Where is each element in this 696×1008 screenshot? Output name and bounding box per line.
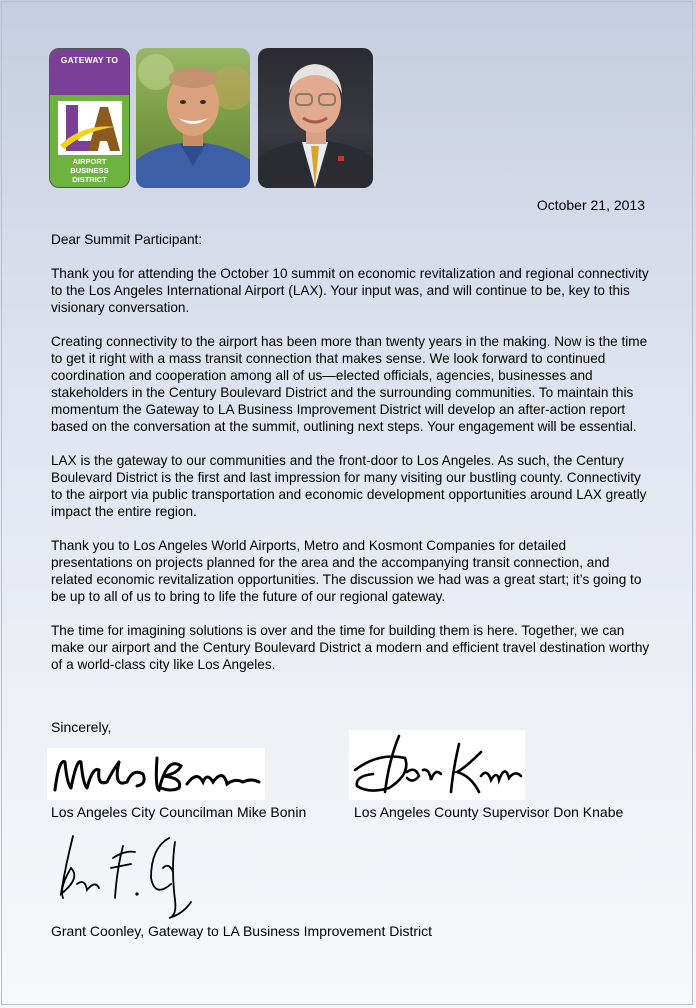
portrait-photo-mike-bonin: [136, 48, 250, 188]
portrait-image: [136, 48, 250, 188]
portrait-image: [258, 48, 373, 188]
handwritten-signature: [47, 748, 265, 800]
signature-don-knabe: [349, 730, 525, 800]
signatory-name: Grant Coonley, Gateway to LA Business Improvement District: [51, 923, 433, 939]
salutation: Dear Summit Participant:: [51, 232, 203, 247]
logo-top-text: GATEWAY TO: [60, 55, 119, 65]
handwritten-signature: [51, 828, 196, 920]
logo-bottom-text: [50, 157, 129, 184]
signatory-name: Los Angeles County Supervisor Don Knabe: [354, 804, 624, 820]
closing: Sincerely,: [51, 719, 112, 735]
portrait-photo-don-knabe: [258, 48, 373, 188]
body-paragraph: Creating connectivity to the airport has been more than twenty years in the making. Now is the time to get it right with a mass transit connection that makes sense. We look forward to continued coordination and cooperation among all of us—elected officials, agencies, businesses and stakeholders in the Century Boulevard District and the surrounding communities. To maintain this momentum the Gateway to LA Business Improvement District will develop an after-action report based on the conversation at the summit, outlining next steps. Your engagement will be essential.: [51, 334, 648, 434]
logo-line: DISTRICT: [72, 175, 107, 184]
letter-body: [51, 231, 651, 690]
logo-la-mark: [58, 101, 122, 155]
signatory-name: Los Angeles City Councilman Mike Bonin: [51, 804, 307, 820]
letter-date: October 21, 2013: [536, 197, 645, 213]
body-paragraph: LAX is the gateway to our communities and the front-door to Los Angeles. As such, the Century Boulevard District is the first and last impression for many visiting our bustling county. Connectivity to the airport via public transportation and economic development opportunities around LAX greatly impact the entire region.: [51, 453, 647, 519]
logo-line: AIRPORT: [72, 157, 107, 166]
logo-line: BUSINESS: [70, 166, 109, 175]
body-paragraph: Thank you to Los Angeles World Airports, Metro and Kosmont Companies for detailed presentations on projects planned for the area and the accompanying transit connection, and related economic revitalization opportunities. The discussion we had was a great start; it’s going to be up to all of us to bring to life the future of our regional gateway.: [51, 538, 642, 604]
signature-grant-coonley: [51, 828, 196, 920]
signature-mike-bonin: [47, 748, 265, 800]
body-paragraph: The time for imagining solutions is over and the time for building them is here. Together, we can make our airport and the Century Boulevard District a modern and efficient travel destination worthy of a world-class city like Los Angeles.: [51, 623, 650, 672]
handwritten-signature: [349, 730, 525, 800]
la-letters-icon: [58, 101, 122, 155]
body-paragraph: Thank you for attending the October 10 summit on economic revitalization and regional connectivity to the Los Angeles International Airport (LAX). Your input was, and will continue to be, key to this visionary conversation.: [51, 266, 649, 315]
gateway-to-la-logo: [49, 48, 130, 188]
